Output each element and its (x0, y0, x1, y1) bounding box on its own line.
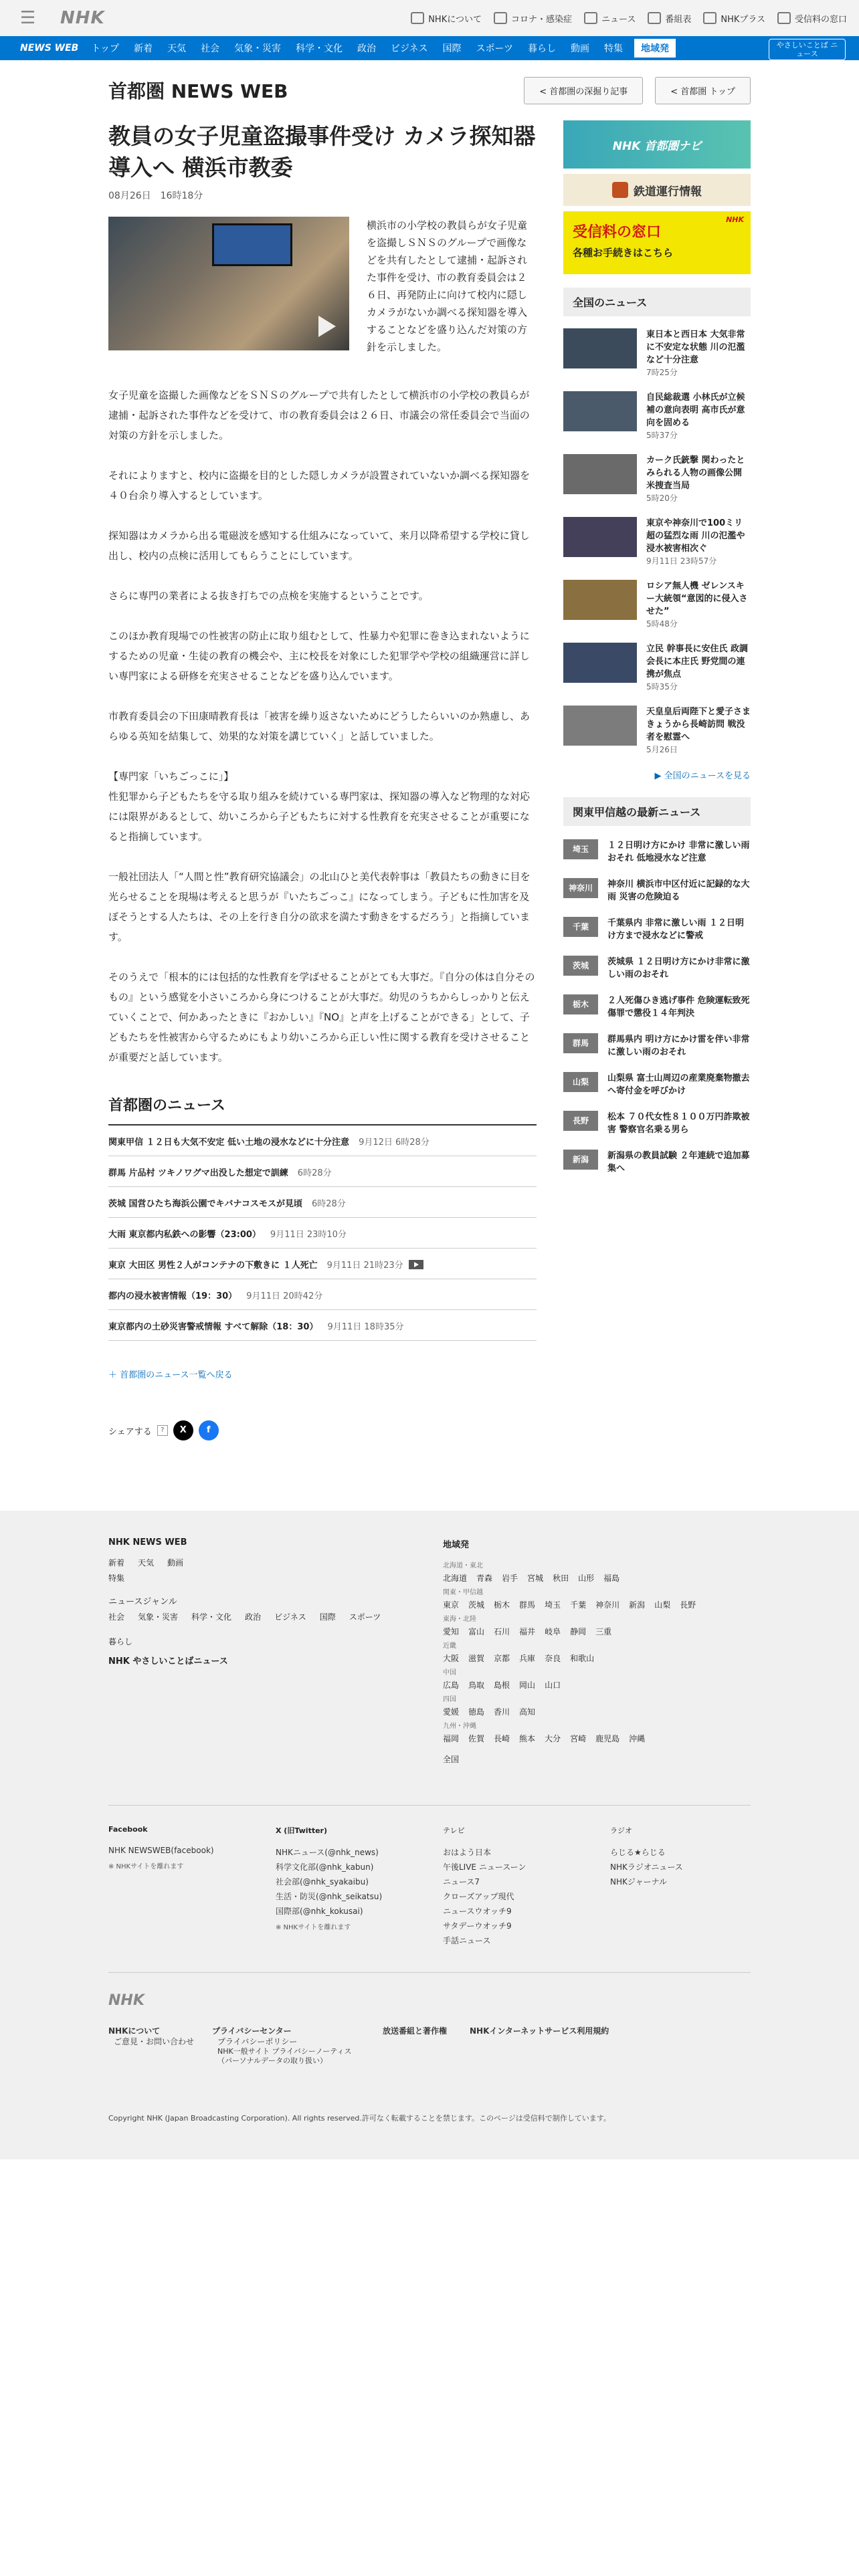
prefecture-link[interactable]: 岩手 (502, 1574, 518, 1583)
nav-item-international[interactable]: 国際 (442, 43, 462, 54)
prefecture-link[interactable]: 栃木 (494, 1600, 510, 1610)
prefecture-link[interactable]: 鹿児島 (595, 1734, 620, 1743)
paragraph: 【専門家「いちごっこに」】 性犯罪から子どもたちを守る取り組みを続けている専門家は、探知器の導入など物理的な対応には限界があるとして、幼いころから子どもたちに対する性教育を充実させることが重要になると指摘しています。 (108, 770, 531, 843)
railway-banner[interactable]: 鉄道運行情報 (563, 174, 751, 206)
news-title[interactable]: 千葉県内 非常に激しい雨 １２日明け方まで浸水などに警戒 (607, 918, 745, 941)
regional-more-link[interactable]: ＋ 首都圏のニュース一覧へ戻る (108, 1370, 233, 1380)
prefecture-link[interactable]: 山形 (578, 1574, 595, 1583)
page-header (108, 60, 751, 120)
footer-divider (108, 1805, 751, 1806)
footer-link[interactable]: らじる★らじる (610, 1848, 666, 1857)
prefecture-link[interactable]: 島根 (494, 1681, 510, 1690)
news-title[interactable]: 東京都内の土砂災害警戒情報 すべて解除（18：30） (108, 1322, 318, 1332)
facebook-share-icon[interactable]: f (199, 1420, 219, 1440)
news-row[interactable] (108, 1187, 537, 1218)
footer-link[interactable]: 科学文化部(@nhk_kabun) (276, 1862, 374, 1872)
footer-fb-heading: Facebook (108, 1825, 148, 1834)
footer-link[interactable]: プライバシーセンター (212, 2026, 292, 2036)
footer-genre-heading: ニュースジャンル (108, 1597, 177, 1607)
news-title[interactable]: 山梨県 富士山周辺の産業廃棄物撤去へ寄付金を呼びかけ (607, 1073, 750, 1096)
nav-item-sports[interactable]: スポーツ (476, 43, 513, 54)
plus-icon (703, 12, 717, 24)
footer-link[interactable]: ニュース7 (443, 1877, 480, 1887)
prefecture-link[interactable]: 愛媛 (443, 1707, 460, 1717)
nhk-footer-logo: NHK (108, 1992, 145, 2009)
prefecture-link[interactable]: 大阪 (443, 1654, 460, 1663)
prefecture-badge: 茨城 (563, 956, 598, 976)
footer-link[interactable]: 午後LIVE ニュースーン (443, 1862, 527, 1872)
prefecture-badge: 栃木 (563, 994, 598, 1014)
deep-dive-button[interactable]: < 首都圏の深掘り記事 (524, 77, 643, 104)
prefecture-link[interactable]: 長崎 (494, 1734, 510, 1743)
footer-link[interactable]: NHK NEWSWEB(facebook) (108, 1846, 214, 1855)
footer-genre-link[interactable]: 社会 (108, 1612, 125, 1622)
national-news-heading: 全国のニュース (563, 288, 751, 316)
footer-link-group (470, 2026, 684, 2036)
info-icon (411, 12, 424, 24)
kanto-news-list (563, 826, 751, 1175)
nav-item-life[interactable]: 暮らし (528, 43, 556, 54)
news-row[interactable] (108, 1279, 537, 1310)
regional-news-heading: 首都圏のニュース (108, 1094, 537, 1125)
footer-genre-link[interactable]: スポーツ (349, 1612, 381, 1622)
national-more-link[interactable]: ▶ 全国のニュースを見る (654, 771, 751, 781)
national-news-item[interactable] (563, 379, 751, 442)
region-heading: 九州・沖縄 (443, 1723, 476, 1730)
menu-icon[interactable]: ☰ (20, 8, 36, 28)
footer-row2 (108, 1572, 416, 1584)
footer-link[interactable]: NHKジャーナル (610, 1877, 668, 1887)
region-heading: 東海・北陸 (443, 1616, 476, 1623)
paragraph: そのうえで「根本的には包括的な性教育を学ばせることがとても大事だ。『自分の体は自分そのもの』という感覚を小さいころから身につけることが大事だ。幼児のうちからしっかりと伝えていくことで、何かあったときに『おかしい』『NO』と声を上げることができる」として、子どもたちを性被害から守るためにもより幼いころから正しい性に関する教育を受けさせることが重要だと話しています。 (108, 971, 535, 1063)
kanto-news-item[interactable] (563, 1059, 751, 1097)
paragraph: 市教育委員会の下田康晴教育長は「被害を繰り返さないためにどうしたらいいのか熟慮し、あらゆる英知を結集して、効果的な対策を講じていく」と話していました。 (108, 710, 531, 742)
article-title: 教員の女子児童盗撮事件受け カメラ探知器導入へ 横浜市教委 (108, 123, 536, 181)
nav-item-video[interactable]: 動画 (571, 43, 589, 54)
footer-link[interactable]: ニュースウオッチ9 (443, 1907, 512, 1916)
prefecture-link[interactable]: 山梨 (654, 1600, 671, 1610)
prefecture-link[interactable]: 徳島 (468, 1707, 485, 1717)
main-nav (0, 36, 859, 60)
news-title[interactable]: 群馬 片品村 ツキノワグマ出没した想定で訓練 (108, 1168, 288, 1178)
region-heading: 北海道・東北 (443, 1562, 483, 1570)
prefecture-link[interactable]: 富山 (468, 1627, 485, 1636)
footer-facebook-col (108, 1825, 269, 1870)
footer-genre-link[interactable]: ビジネス (274, 1612, 306, 1622)
prefecture-link[interactable]: 沖縄 (629, 1734, 646, 1743)
article-video[interactable] (108, 217, 349, 350)
prefecture-link[interactable]: 宮崎 (570, 1734, 587, 1743)
news-title[interactable]: 松本 ７０代女性８１００万円詐欺被害 警察官名乗る男ら (607, 1112, 750, 1135)
paragraph: このほか教育現場での性被害の防止に取り組むとして、性暴力や犯罪に巻き込まれないようにするための児童・生徒の教育の機会や、主に校長を対象にした犯罪学や学校の組織運営に詳しい専門家による研修を充実させることなどを盛り込んでいます。 (108, 630, 530, 682)
shutoken-top-button[interactable]: < 首都圏 トップ (655, 77, 751, 104)
news-title[interactable]: １２日明け方にかけ 非常に激しい雨おそれ 低地浸水など注意 (607, 841, 750, 863)
paragraph: 一般社団法人「“人間と性”教育研究協議会」の北山ひと美代表幹事は「教員たちの動きに目を光らせることを現場は考えると思うが『いたちごっこ』になってしまう。子どもに性加害を及ぼそうとする人たちは、その上を行き自分の欲求を満たす動きをするだろう」と指摘しています。 (108, 871, 531, 943)
footer-divider (108, 1972, 751, 1973)
nav-item-feature[interactable]: 特集 (604, 43, 623, 54)
prefecture-link[interactable]: 東京 (443, 1600, 460, 1610)
news-date: 6時28分 (312, 1199, 346, 1209)
news-date: 7時25分 (646, 368, 678, 377)
article-body (108, 385, 537, 1067)
prefecture-badge: 神奈川 (563, 878, 598, 898)
footer-row1 (108, 1557, 416, 1568)
prefecture-link[interactable]: 鳥取 (468, 1681, 485, 1690)
news-date: 9月11日 23時57分 (646, 556, 717, 566)
region-prefecture-line (443, 1679, 751, 1691)
prefecture-badge: 長野 (563, 1111, 598, 1131)
news-text (646, 391, 751, 442)
footer-link[interactable]: 特集 (108, 1574, 125, 1583)
paragraph: 探知器はカメラから出る電磁波を感知する仕組みになっていて、来月以降希望する学校に貸し出し、校内の点検に活用してもらうことにしています。 (108, 530, 530, 562)
kanto-news-item[interactable] (563, 981, 751, 1020)
help-icon[interactable]: ? (157, 1425, 168, 1436)
video-screen (212, 223, 292, 266)
play-icon[interactable] (318, 316, 336, 337)
lead-text: 横浜市の小学校の教員らが女子児童を盗撮しＳＮＳのグループで画像などを共有したとして逮捕・起訴された事件を受け、市の教育委員会は２６日、再発防止に向けて校内に隠しカメラがないか調べる探知器を導入することなどを盛り込んだ対策の方針を示しました。 (367, 219, 528, 353)
prefecture-link[interactable]: 静岡 (570, 1627, 587, 1636)
util-link-fee[interactable]: 受信料の窓口 (777, 12, 847, 25)
util-link-plus[interactable]: NHKプラス (703, 12, 765, 25)
region-prefecture-line (443, 1599, 751, 1610)
article-lead (108, 217, 537, 356)
news-title[interactable]: 自民総裁選 小林氏が立候補の意向表明 高市氏が意向を固める (646, 393, 745, 428)
footer-note: ※ NHKサイトを離れます (108, 1863, 184, 1870)
fee-banner-title: 受信料の窓口 (573, 224, 662, 241)
news-title[interactable]: カーク氏銃撃 関わったとみられる人物の画像公開 米捜査当局 (646, 455, 745, 491)
nav-item-society[interactable]: 社会 (200, 43, 219, 54)
footer-link[interactable]: 動画 (167, 1558, 184, 1568)
share-bar (108, 1420, 537, 1440)
prefecture-link[interactable]: 新潟 (629, 1600, 646, 1610)
prefecture-badge: 埼玉 (563, 839, 598, 859)
news-thumbnail[interactable] (563, 517, 637, 557)
footer-genre-link[interactable]: 気象・災害 (138, 1612, 179, 1622)
prefecture-link[interactable]: 和歌山 (570, 1654, 595, 1663)
prefecture-link[interactable]: 奈良 (545, 1654, 561, 1663)
footer-note: ※ NHKサイトを離れます (276, 1924, 351, 1931)
footer-link[interactable]: 社会部(@nhk_syakaibu) (276, 1877, 369, 1887)
footer-x-heading: X (旧Twitter) (276, 1826, 327, 1835)
fee-banner-logo: NHK (726, 215, 744, 224)
kanto-news-item[interactable] (563, 826, 751, 865)
prefecture-link[interactable]: 香川 (494, 1707, 510, 1717)
nav-item-weather[interactable]: 天気 (167, 43, 186, 54)
prefecture-badge: 新潟 (563, 1150, 598, 1170)
kanto-news-item[interactable] (563, 1020, 751, 1059)
footer-link[interactable]: 新着 (108, 1558, 125, 1568)
footer-link[interactable]: 天気 (138, 1558, 155, 1568)
header-buttons (524, 77, 751, 104)
easy-news-link[interactable]: やさしいことば ニュース (769, 39, 846, 60)
footer-link[interactable]: 全国 (443, 1755, 460, 1764)
train-icon (612, 182, 628, 198)
news-thumbnail[interactable] (563, 454, 637, 494)
nav-item-new[interactable]: 新着 (133, 43, 153, 54)
news-text (646, 706, 751, 756)
news-date: 9月11日 18時35分 (327, 1322, 404, 1332)
news-text (646, 643, 751, 693)
footer-radio-col (610, 1825, 751, 1889)
fee-banner[interactable] (563, 211, 751, 274)
prefecture-link[interactable]: 茨城 (468, 1600, 485, 1610)
footer-wrap (108, 1511, 751, 2123)
prefecture-badge: 千葉 (563, 917, 598, 937)
region-heading: 近畿 (443, 1642, 456, 1650)
kanto-news-item[interactable] (563, 1136, 751, 1175)
prefecture-link[interactable]: 福島 (603, 1574, 620, 1583)
footer-link-group (383, 2026, 483, 2036)
footer-link[interactable]: 国際部(@nhk_kokusai) (276, 1907, 363, 1916)
prefecture-link[interactable]: 埼玉 (545, 1600, 561, 1610)
prefecture-link[interactable]: 滋賀 (468, 1654, 485, 1663)
footer-link[interactable]: ご意見・お問い合わせ (114, 2037, 195, 2046)
nav-item-science[interactable]: 科学・文化 (295, 43, 343, 54)
nhk-logo[interactable]: NHK (60, 8, 105, 28)
national-news-item[interactable] (563, 316, 751, 379)
prefecture-link[interactable]: 佐賀 (468, 1734, 485, 1743)
news-title[interactable]: 群馬県内 明け方にかけ雷を伴い非常に激しい雨のおそれ (607, 1035, 750, 1057)
prefecture-link[interactable]: 岐阜 (545, 1627, 561, 1636)
national-news-item[interactable] (563, 693, 751, 756)
footer-link[interactable]: NHKインターネットサービス利用規約 (470, 2026, 609, 2036)
nav-item-politics[interactable]: 政治 (357, 43, 376, 54)
kanto-news-item[interactable] (563, 865, 751, 903)
footer-link[interactable]: NHK一般サイト プライバシーノーティス（パーソナルデータの取り扱い） (217, 2047, 352, 2065)
news-row[interactable] (108, 1218, 537, 1249)
footer-link-group (212, 2026, 366, 2066)
prefecture-link[interactable]: 岡山 (519, 1681, 536, 1690)
footer-site-col (108, 1537, 416, 1676)
news-title[interactable]: ロシア無人機 ゼレンスキー大統領“意図的に侵入させた” (646, 581, 748, 617)
nav-brand[interactable]: NEWS WEB (20, 43, 79, 53)
footer-link[interactable]: NHKニュース(@nhk_news) (276, 1848, 379, 1857)
prefecture-link[interactable]: 神奈川 (595, 1600, 620, 1610)
kanto-news-item[interactable] (563, 1097, 751, 1136)
region-heading: 四国 (443, 1696, 456, 1703)
news-date: 5時35分 (646, 682, 678, 691)
news-thumbnail[interactable] (563, 391, 637, 431)
util-link-covid[interactable]: コロナ・感染症 (494, 12, 572, 25)
util-link-news[interactable]: ニュース (584, 12, 636, 25)
footer-link[interactable]: NHKラジオニュース (610, 1862, 683, 1872)
footer-link[interactable]: 放送番組と著作権 (383, 2026, 448, 2036)
region-heading: 中国 (443, 1669, 456, 1677)
region-prefecture-line (443, 1626, 751, 1637)
footer-genre-link[interactable]: 国際 (319, 1612, 336, 1622)
news-row[interactable] (108, 1156, 537, 1187)
footer-link[interactable]: NHKについて (108, 2026, 161, 2036)
national-news-list (563, 316, 751, 756)
news-title[interactable]: 立民 幹事長に安住氏 政調会長に本庄氏 野党間の連携が焦点 (646, 644, 749, 679)
footer (0, 1511, 859, 2159)
kanto-news-heading: 関東甲信越の最新ニュース (563, 797, 751, 826)
tv-icon (648, 12, 661, 24)
national-news-item[interactable] (563, 631, 751, 693)
news-title[interactable]: 天皇皇后両陛下と愛子さま きょうから長崎訪問 戦没者を慰霊へ (646, 707, 751, 742)
nav-item-local[interactable]: 地域発 (634, 39, 676, 58)
national-news-item[interactable] (563, 568, 751, 631)
regional-news (108, 1094, 537, 1380)
prefecture-link[interactable]: 高知 (519, 1707, 536, 1717)
news-thumbnail[interactable] (563, 643, 637, 683)
footer-easy-link[interactable]: NHK やさしいことばニュース (108, 1656, 228, 1667)
region-prefecture-line (443, 1572, 751, 1584)
region-prefecture-line (443, 1733, 751, 1744)
news-row[interactable] (108, 1125, 537, 1156)
news-date: 9月11日 20時42分 (246, 1291, 323, 1301)
article-date: 08月26日 16時18分 (108, 191, 203, 201)
news-date: 5時37分 (646, 431, 678, 440)
region-prefecture-line (443, 1652, 751, 1664)
prefecture-link[interactable]: 京都 (494, 1654, 510, 1663)
news-date: 6時28分 (297, 1168, 332, 1178)
x-share-icon[interactable]: X (173, 1420, 193, 1440)
prefecture-link[interactable]: 北海道 (443, 1574, 468, 1583)
prefecture-link[interactable]: 広島 (443, 1681, 460, 1690)
news-title[interactable]: 神奈川 横浜市中区付近に記録的な大雨 災害の危険迫る (607, 879, 750, 902)
news-date: 9月11日 23時10分 (270, 1230, 347, 1240)
prefecture-link[interactable]: 兵庫 (519, 1654, 536, 1663)
footer-all-line (443, 1753, 751, 1765)
news-thumbnail[interactable] (563, 706, 637, 746)
footer-link[interactable]: 生活・防災(@nhk_seikatsu) (276, 1892, 383, 1901)
share-label: シェアする (108, 1426, 152, 1437)
news-date: 9月12日 6時28分 (359, 1138, 430, 1148)
paragraph: さらに専門の業者による抜き打ちでの点検を実施するということです。 (108, 590, 429, 602)
national-news-item[interactable] (563, 442, 751, 505)
prefecture-link[interactable]: 熊本 (519, 1734, 536, 1743)
news-text (646, 328, 751, 379)
footer-tv-col (443, 1825, 603, 1948)
footer-x-col (276, 1825, 436, 1931)
prefecture-link[interactable]: 山口 (545, 1681, 561, 1690)
news-title[interactable]: 東京や神奈川で100ミリ超の猛烈な雨 川の氾濫や浸水被害相次ぐ (646, 518, 745, 554)
news-title[interactable]: 都内の浸水被害情報（19：30） (108, 1291, 237, 1301)
footer-link[interactable]: プライバシーポリシー (217, 2037, 298, 2046)
news-title[interactable]: ２人死傷ひき逃げ事件 危険運転致死傷罪で懲役１４年判決 (607, 996, 750, 1018)
footer-link-group (108, 2026, 209, 2047)
region-heading: 関東・甲信越 (443, 1589, 483, 1596)
prefecture-badge: 山梨 (563, 1072, 598, 1092)
footer-genres (108, 1611, 403, 1647)
prefecture-link[interactable]: 千葉 (570, 1600, 587, 1610)
news-thumbnail[interactable] (563, 580, 637, 620)
kanto-news-item[interactable] (563, 942, 751, 981)
content-wrap (108, 60, 751, 1437)
footer-genre-link[interactable]: 政治 (245, 1612, 262, 1622)
paragraph: 女子児童を盗撮した画像などをＳＮＳのグループで共有したとして横浜市の小学校の教員らが逮捕・起訴された事件などを受けて、市の教育委員会は２６日、市議会の常任委員会で当面の対策の方針を示しました。 (108, 389, 530, 441)
article-main (108, 120, 537, 1440)
paragraph: それによりますと、校内に盗撮を目的とした隠しカメラが設置されていないか調べる探知器を４０台余り導入するとしています。 (108, 469, 531, 502)
news-date: 5月26日 (646, 745, 678, 754)
national-news-item[interactable] (563, 505, 751, 568)
news-title[interactable]: 東日本と西日本 大気非常に不安定な状態 川の氾濫など十分注意 (646, 330, 745, 365)
footer-radio-heading: ラジオ (610, 1826, 632, 1835)
document-icon (777, 12, 791, 24)
news-row[interactable] (108, 1310, 537, 1341)
footer-logo[interactable] (108, 1992, 145, 2009)
footer-genre-link[interactable]: 科学・文化 (191, 1612, 232, 1622)
prefecture-link[interactable]: 石川 (494, 1627, 510, 1636)
virus-icon (494, 12, 507, 24)
news-title[interactable]: 茨城県 １２日明け方にかけ非常に激しい雨のおそれ (607, 957, 750, 980)
prefecture-link[interactable]: 青森 (476, 1574, 493, 1583)
prefecture-link[interactable]: 三重 (595, 1627, 612, 1636)
footer-region-heading: 地域発 (443, 1540, 470, 1550)
news-date: 5時48分 (646, 619, 678, 629)
nav-item-business[interactable]: ビジネス (390, 43, 428, 54)
news-title[interactable]: 新潟県の教員試験 ２年連続で追加募集へ (607, 1151, 750, 1174)
footer-genre-link[interactable]: 暮らし (108, 1637, 133, 1646)
news-row[interactable] (108, 1249, 537, 1279)
news-text (646, 454, 751, 505)
prefecture-link[interactable]: 福岡 (443, 1734, 460, 1743)
region-prefecture-line (443, 1706, 751, 1717)
news-text (646, 517, 751, 568)
footer-region-col (443, 1537, 751, 1767)
prefecture-link[interactable]: 長野 (680, 1600, 696, 1610)
news-date: 9月11日 21時23分 (326, 1261, 403, 1271)
utility-links (411, 0, 847, 36)
top-utility-bar (0, 0, 859, 36)
prefecture-link[interactable]: 福井 (519, 1627, 536, 1636)
page-title: 首都圏 NEWS WEB (108, 80, 288, 102)
news-title[interactable]: 東京 大田区 男性２人がコンテナの下敷きに １人死亡 (108, 1261, 318, 1271)
util-link-schedule[interactable]: 番組表 (648, 12, 691, 25)
news-text (646, 580, 751, 631)
sidebar (563, 120, 751, 1175)
fee-banner-sub: 各種お手続きはこちら (573, 247, 674, 259)
footer-link[interactable]: サタデーウオッチ9 (443, 1921, 512, 1931)
news-title[interactable]: 関東甲信 １２日も大気不安定 低い土地の浸水などに十分注意 (108, 1138, 350, 1148)
prefecture-link[interactable]: 群馬 (519, 1600, 536, 1610)
util-link-about[interactable]: NHKについて (411, 12, 482, 25)
news-thumbnail[interactable] (563, 328, 637, 368)
shutoken-navi-banner[interactable]: NHK 首都圏ナビ (563, 120, 751, 169)
footer-link[interactable]: おはよう日本 (443, 1848, 492, 1857)
prefecture-link[interactable]: 宮城 (527, 1574, 544, 1583)
footer-link[interactable]: クローズアップ現代 (443, 1892, 514, 1901)
footer-tv-heading: テレビ (443, 1826, 465, 1835)
prefecture-link[interactable]: 愛知 (443, 1627, 460, 1636)
news-icon (584, 12, 597, 24)
footer-site-title[interactable]: NHK NEWS WEB (108, 1537, 187, 1547)
copyright: Copyright NHK (Japan Broadcasting Corporation). All rights reserved.許可なく転載することを禁じます。このページは受信料で制作しています。 (108, 2114, 611, 2123)
nav-item-disaster[interactable]: 気象・災害 (233, 43, 281, 54)
nav-item-top[interactable]: トップ (91, 43, 119, 54)
prefecture-link[interactable]: 大分 (545, 1734, 561, 1743)
video-icon (409, 1260, 423, 1269)
kanto-news-item[interactable] (563, 903, 751, 942)
prefecture-badge: 群馬 (563, 1033, 598, 1053)
footer-region-list (443, 1560, 751, 1744)
news-title[interactable]: 茨城 国営ひたち海浜公園でキバナコスモスが見頃 (108, 1199, 303, 1209)
news-title[interactable]: 大雨 東京都内私鉄への影響（23:00） (108, 1230, 261, 1240)
footer-link[interactable]: 手話ニュース (443, 1936, 491, 1945)
prefecture-link[interactable]: 秋田 (553, 1574, 569, 1583)
news-date: 5時20分 (646, 494, 678, 503)
